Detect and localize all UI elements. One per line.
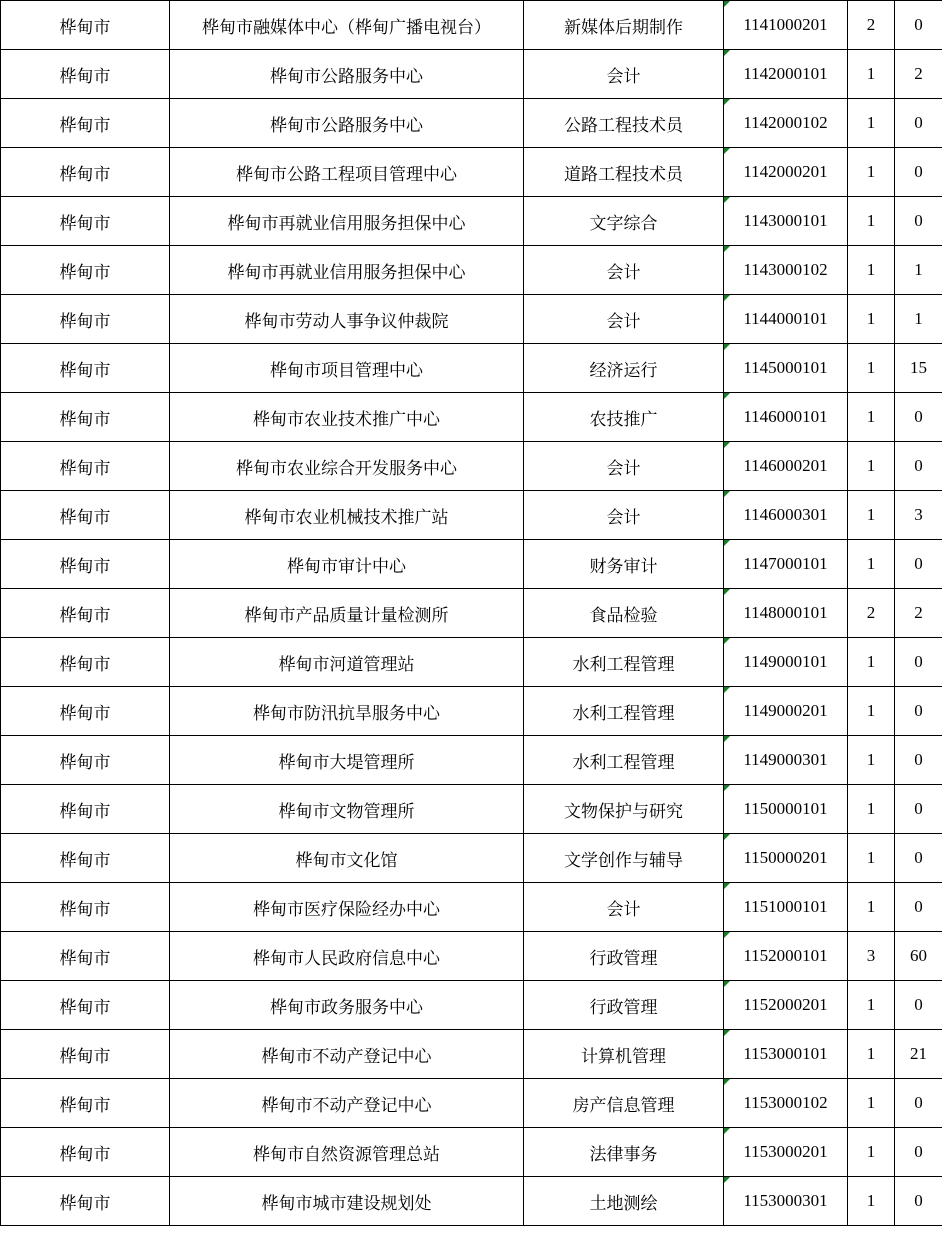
city-cell: 桦甸市 [1,883,170,932]
position-code-cell: 1150000101 [724,785,848,834]
plan-count-cell: 1 [848,1128,895,1177]
plan-count-cell: 1 [848,197,895,246]
plan-count-cell: 1 [848,491,895,540]
position-cell: 新媒体后期制作 [524,1,724,50]
plan-count-cell: 1 [848,834,895,883]
table-row [1,148,942,197]
plan-count-cell: 1 [848,393,895,442]
applicant-count-cell: 0 [895,393,942,442]
position-cell: 法律事务 [524,1128,724,1177]
table-body [1,1,942,1226]
position-cell: 水利工程管理 [524,687,724,736]
applicant-count-cell: 0 [895,99,942,148]
table-row [1,344,942,393]
plan-count-cell: 1 [848,540,895,589]
applicant-count-cell: 21 [895,1030,942,1079]
table-row [1,589,942,638]
city-cell: 桦甸市 [1,491,170,540]
table-row [1,932,942,981]
plan-count-cell: 1 [848,442,895,491]
position-cell: 会计 [524,883,724,932]
applicant-count-cell: 0 [895,687,942,736]
plan-count-cell: 1 [848,344,895,393]
plan-count-cell: 1 [848,736,895,785]
position-code-cell: 1144000101 [724,295,848,344]
plan-count-cell: 2 [848,1,895,50]
table-row [1,883,942,932]
position-code-cell: 1148000101 [724,589,848,638]
plan-count-cell: 1 [848,295,895,344]
applicant-count-cell: 0 [895,197,942,246]
position-code-cell: 1149000301 [724,736,848,785]
table-row [1,1128,942,1177]
unit-cell: 桦甸市公路服务中心 [170,50,524,99]
position-code-cell: 1147000101 [724,540,848,589]
unit-cell: 桦甸市大堤管理所 [170,736,524,785]
position-code-cell: 1151000101 [724,883,848,932]
plan-count-cell: 1 [848,981,895,1030]
applicant-count-cell: 0 [895,736,942,785]
applicant-count-cell: 60 [895,932,942,981]
unit-cell: 桦甸市城市建设规划处 [170,1177,524,1226]
plan-count-cell: 1 [848,1030,895,1079]
plan-count-cell: 3 [848,932,895,981]
plan-count-cell: 1 [848,148,895,197]
unit-cell: 桦甸市防汛抗旱服务中心 [170,687,524,736]
position-cell: 会计 [524,491,724,540]
position-code-cell: 1149000201 [724,687,848,736]
city-cell: 桦甸市 [1,589,170,638]
city-cell: 桦甸市 [1,1030,170,1079]
position-code-cell: 1141000201 [724,1,848,50]
table-row [1,1,942,50]
unit-cell: 桦甸市人民政府信息中心 [170,932,524,981]
unit-cell: 桦甸市劳动人事争议仲裁院 [170,295,524,344]
city-cell: 桦甸市 [1,246,170,295]
unit-cell: 桦甸市医疗保险经办中心 [170,883,524,932]
plan-count-cell: 2 [848,589,895,638]
position-code-cell: 1142000102 [724,99,848,148]
table-row [1,197,942,246]
position-cell: 会计 [524,246,724,295]
unit-cell: 桦甸市融媒体中心（桦甸广播电视台） [170,1,524,50]
unit-cell: 桦甸市再就业信用服务担保中心 [170,246,524,295]
plan-count-cell: 1 [848,1177,895,1226]
position-code-cell: 1149000101 [724,638,848,687]
position-code-cell: 1146000101 [724,393,848,442]
applicant-count-cell: 2 [895,589,942,638]
plan-count-cell: 1 [848,1079,895,1128]
position-cell: 行政管理 [524,932,724,981]
table-row [1,540,942,589]
position-code-cell: 1146000301 [724,491,848,540]
unit-cell: 桦甸市政务服务中心 [170,981,524,1030]
applicant-count-cell: 3 [895,491,942,540]
unit-cell: 桦甸市自然资源管理总站 [170,1128,524,1177]
applicant-count-cell: 2 [895,50,942,99]
unit-cell: 桦甸市农业机械技术推广站 [170,491,524,540]
position-cell: 道路工程技术员 [524,148,724,197]
table-row [1,393,942,442]
table-row [1,295,942,344]
position-code-cell: 1142000101 [724,50,848,99]
position-code-cell: 1153000301 [724,1177,848,1226]
position-code-cell: 1153000101 [724,1030,848,1079]
position-cell: 水利工程管理 [524,638,724,687]
applicant-count-cell: 0 [895,1128,942,1177]
position-code-cell: 1142000201 [724,148,848,197]
city-cell: 桦甸市 [1,50,170,99]
applicant-count-cell: 0 [895,1,942,50]
position-cell: 文学创作与辅导 [524,834,724,883]
position-cell: 文字综合 [524,197,724,246]
unit-cell: 桦甸市公路工程项目管理中心 [170,148,524,197]
table-row [1,1177,942,1226]
applicant-count-cell: 15 [895,344,942,393]
position-code-cell: 1145000101 [724,344,848,393]
position-cell: 计算机管理 [524,1030,724,1079]
plan-count-cell: 1 [848,687,895,736]
table-row [1,50,942,99]
position-code-cell: 1143000101 [724,197,848,246]
table-row [1,491,942,540]
applicant-count-cell: 0 [895,981,942,1030]
city-cell: 桦甸市 [1,295,170,344]
unit-cell: 桦甸市农业综合开发服务中心 [170,442,524,491]
position-cell: 农技推广 [524,393,724,442]
plan-count-cell: 1 [848,785,895,834]
applicant-count-cell: 0 [895,1177,942,1226]
unit-cell: 桦甸市公路服务中心 [170,99,524,148]
applicant-count-cell: 0 [895,442,942,491]
city-cell: 桦甸市 [1,393,170,442]
applicant-count-cell: 1 [895,295,942,344]
applicant-count-cell: 0 [895,638,942,687]
position-cell: 会计 [524,442,724,491]
plan-count-cell: 1 [848,50,895,99]
city-cell: 桦甸市 [1,785,170,834]
city-cell: 桦甸市 [1,638,170,687]
applicant-count-cell: 0 [895,834,942,883]
table-row [1,638,942,687]
applicant-count-cell: 0 [895,883,942,932]
applicant-count-cell: 0 [895,540,942,589]
city-cell: 桦甸市 [1,99,170,148]
unit-cell: 桦甸市不动产登记中心 [170,1079,524,1128]
unit-cell: 桦甸市不动产登记中心 [170,1030,524,1079]
table-row [1,246,942,295]
unit-cell: 桦甸市文物管理所 [170,785,524,834]
position-code-cell: 1152000101 [724,932,848,981]
position-cell: 水利工程管理 [524,736,724,785]
unit-cell: 桦甸市文化馆 [170,834,524,883]
table-row [1,736,942,785]
table-row [1,99,942,148]
applicant-count-cell: 0 [895,785,942,834]
position-code-cell: 1153000102 [724,1079,848,1128]
position-cell: 行政管理 [524,981,724,1030]
position-cell: 会计 [524,295,724,344]
plan-count-cell: 1 [848,883,895,932]
unit-cell: 桦甸市项目管理中心 [170,344,524,393]
city-cell: 桦甸市 [1,442,170,491]
position-cell: 文物保护与研究 [524,785,724,834]
city-cell: 桦甸市 [1,1079,170,1128]
table-row [1,834,942,883]
unit-cell: 桦甸市农业技术推广中心 [170,393,524,442]
position-cell: 公路工程技术员 [524,99,724,148]
city-cell: 桦甸市 [1,1177,170,1226]
table-row [1,1030,942,1079]
applicant-count-cell: 0 [895,148,942,197]
table-row [1,442,942,491]
plan-count-cell: 1 [848,99,895,148]
position-cell: 会计 [524,50,724,99]
position-cell: 房产信息管理 [524,1079,724,1128]
unit-cell: 桦甸市河道管理站 [170,638,524,687]
plan-count-cell: 1 [848,638,895,687]
city-cell: 桦甸市 [1,148,170,197]
position-code-cell: 1152000201 [724,981,848,1030]
position-cell: 经济运行 [524,344,724,393]
city-cell: 桦甸市 [1,344,170,393]
city-cell: 桦甸市 [1,736,170,785]
unit-cell: 桦甸市产品质量计量检测所 [170,589,524,638]
table-row [1,1079,942,1128]
table-row [1,687,942,736]
position-cell: 食品检验 [524,589,724,638]
table-row [1,785,942,834]
city-cell: 桦甸市 [1,932,170,981]
position-code-cell: 1146000201 [724,442,848,491]
city-cell: 桦甸市 [1,540,170,589]
applicant-count-cell: 0 [895,1079,942,1128]
city-cell: 桦甸市 [1,981,170,1030]
position-cell: 财务审计 [524,540,724,589]
table-row [1,981,942,1030]
position-code-cell: 1153000201 [724,1128,848,1177]
position-cell: 土地测绘 [524,1177,724,1226]
city-cell: 桦甸市 [1,1,170,50]
applicant-count-cell: 1 [895,246,942,295]
plan-count-cell: 1 [848,246,895,295]
city-cell: 桦甸市 [1,1128,170,1177]
city-cell: 桦甸市 [1,197,170,246]
unit-cell: 桦甸市再就业信用服务担保中心 [170,197,524,246]
position-code-cell: 1150000201 [724,834,848,883]
city-cell: 桦甸市 [1,687,170,736]
city-cell: 桦甸市 [1,834,170,883]
unit-cell: 桦甸市审计中心 [170,540,524,589]
position-code-cell: 1143000102 [724,246,848,295]
